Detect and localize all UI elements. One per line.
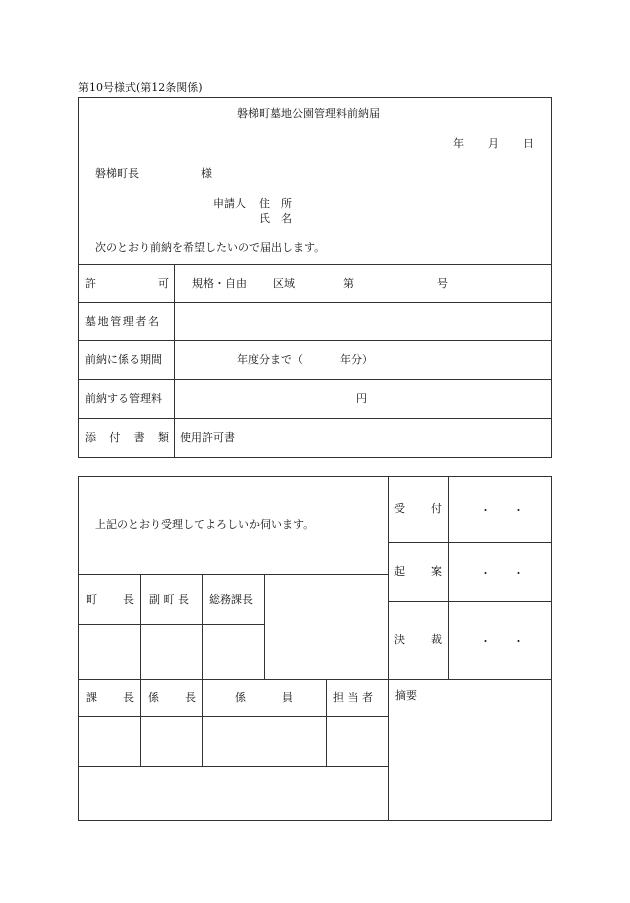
- deputy-mayor-label: 副 町 長: [149, 593, 189, 606]
- statement-text: 次のとおり前納を希望したいので届出します。: [95, 241, 326, 254]
- fee-label: 前納する管理料: [85, 392, 162, 405]
- divider: [78, 379, 552, 380]
- addressee-name: 磐梯町長: [95, 167, 139, 180]
- summary-label: 摘要: [395, 689, 417, 702]
- divider: [140, 679, 141, 766]
- divider: [202, 679, 203, 766]
- period-label: 前納に係る期間: [85, 353, 162, 366]
- person-in-charge-label: 担 当 者: [333, 691, 373, 704]
- divider: [78, 766, 388, 767]
- staff-label: 係 員: [235, 691, 293, 704]
- decision-date: ・ ・: [480, 635, 524, 648]
- town-mayor-label: 町 長: [86, 593, 134, 606]
- divider: [448, 476, 449, 679]
- divider: [326, 679, 327, 766]
- divider: [388, 476, 389, 821]
- manager-label: 墓地管理者名: [85, 315, 161, 328]
- decision-label: 決 裁: [394, 633, 442, 646]
- draft-date: ・ ・: [480, 567, 524, 580]
- acceptance-note: 上記のとおり受理してよろしいか伺います。: [95, 518, 315, 531]
- divider: [78, 574, 388, 575]
- date-month-label: 月: [488, 137, 499, 150]
- divider: [78, 302, 552, 303]
- fee-unit: 円: [356, 392, 367, 405]
- form-number-label: 第10号様式(第12条関係): [78, 81, 203, 94]
- divider: [202, 574, 203, 679]
- applicant-label: 申請人: [213, 197, 246, 210]
- period-suffix: 年分）: [340, 353, 373, 366]
- divider: [78, 340, 552, 341]
- divider: [388, 542, 552, 543]
- divider: [78, 418, 552, 419]
- divider: [78, 679, 552, 680]
- period-value: 年度分まで（: [237, 353, 303, 366]
- permit-zone: 区域: [273, 277, 295, 290]
- draft-label: 起 案: [394, 565, 442, 578]
- applicant-address-label: 住 所: [259, 197, 292, 210]
- subsection-chief-label: 係 長: [148, 691, 196, 704]
- permit-dai: 第: [343, 277, 354, 290]
- receipt-date: ・ ・: [480, 504, 524, 517]
- receipt-label: 受 付: [394, 502, 442, 515]
- applicant-name-label: 氏 名: [259, 212, 292, 225]
- form-title: 磐梯町墓地公園管理料前納届: [237, 107, 380, 120]
- attachment-value: 使用許可書: [180, 431, 235, 444]
- divider: [264, 574, 265, 679]
- permit-label: 許 可: [85, 277, 169, 290]
- gad-chief-label: 総務課長: [209, 593, 253, 606]
- divider: [174, 264, 175, 458]
- addressee-suffix: 様: [201, 167, 212, 180]
- divider: [388, 601, 552, 602]
- divider: [78, 716, 388, 717]
- attachment-label: 添 付 書 類: [85, 431, 169, 444]
- permit-go: 号: [437, 277, 448, 290]
- divider: [140, 574, 141, 679]
- date-year-label: 年: [453, 137, 464, 150]
- divider: [78, 264, 552, 265]
- section-chief-label: 課 長: [86, 691, 134, 704]
- permit-spec: 規格・自由: [192, 277, 247, 290]
- date-day-label: 日: [523, 137, 534, 150]
- divider: [78, 624, 264, 625]
